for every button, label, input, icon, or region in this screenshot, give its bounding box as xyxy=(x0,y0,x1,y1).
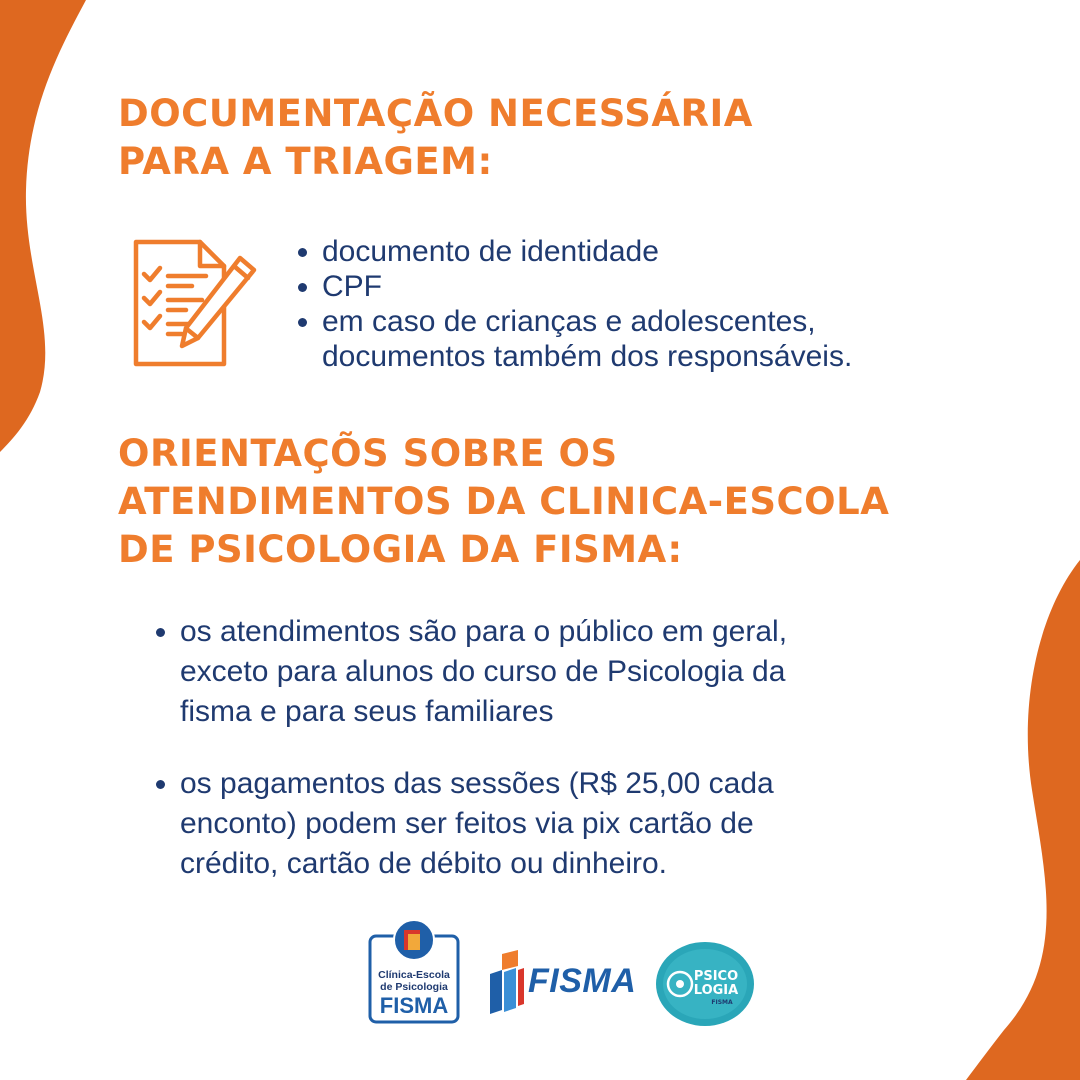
list-item-text: os pagamentos das sessões (R$ 25,00 cada xyxy=(180,767,774,800)
list-item xyxy=(292,269,852,304)
guidelines-list xyxy=(150,612,910,916)
section2-title-line: ATENDIMENTOS DA CLINICA-ESCOLA xyxy=(118,480,890,523)
section2-title-line: DE PSICOLOGIA DA FISMA: xyxy=(118,528,683,571)
list-item xyxy=(150,764,910,884)
list-item-text: crédito, cartão de débito ou dinheiro. xyxy=(180,847,667,880)
fisma-logo xyxy=(486,948,646,1016)
list-item-text: CPF xyxy=(322,270,382,303)
left-wave xyxy=(0,0,86,452)
section2-title xyxy=(118,430,889,574)
clinica-logo-line: FISMA xyxy=(379,993,449,1018)
psico-logo-line: LOGIA xyxy=(693,983,739,998)
list-item-text: documentos também dos responsáveis. xyxy=(322,340,853,373)
section1-title-line: DOCUMENTAÇÃO NECESSÁRIA xyxy=(118,92,753,135)
right-wave xyxy=(966,560,1080,1080)
section1-title xyxy=(118,90,753,186)
list-item xyxy=(292,304,852,374)
list-item xyxy=(292,234,852,269)
list-item-text: exceto para alunos do curso de Psicologia da xyxy=(180,655,786,688)
list-item-text: fisma e para seus familiares xyxy=(180,695,554,728)
clinica-logo-line: Clínica-Escola xyxy=(378,969,450,981)
section1-title-line: PARA A TRIAGEM: xyxy=(118,140,493,183)
fisma-logo-text: FISMA xyxy=(528,962,637,1000)
list-item-text: em caso de crianças e adolescentes, xyxy=(322,305,816,338)
fisma-mark-icon xyxy=(486,948,526,1016)
list-item xyxy=(150,612,910,732)
psicologia-logo xyxy=(654,940,756,1028)
psico-logo-line: FISMA xyxy=(711,999,733,1006)
clinica-logo-line: de Psicologia xyxy=(380,981,448,993)
psico-logo-line: PSICO xyxy=(693,969,739,984)
section2-title-line: ORIENTAÇÕS SOBRE OS xyxy=(118,432,618,475)
list-item-text: os atendimentos são para o público em geral, xyxy=(180,615,788,648)
required-documents-list xyxy=(292,234,852,374)
list-item-text: enconto) podem ser feitos via pix cartão de xyxy=(180,807,754,840)
clinica-escola-logo xyxy=(368,918,460,1024)
list-item-text: documento de identidade xyxy=(322,235,659,268)
document-checklist-pencil-icon xyxy=(130,236,260,370)
